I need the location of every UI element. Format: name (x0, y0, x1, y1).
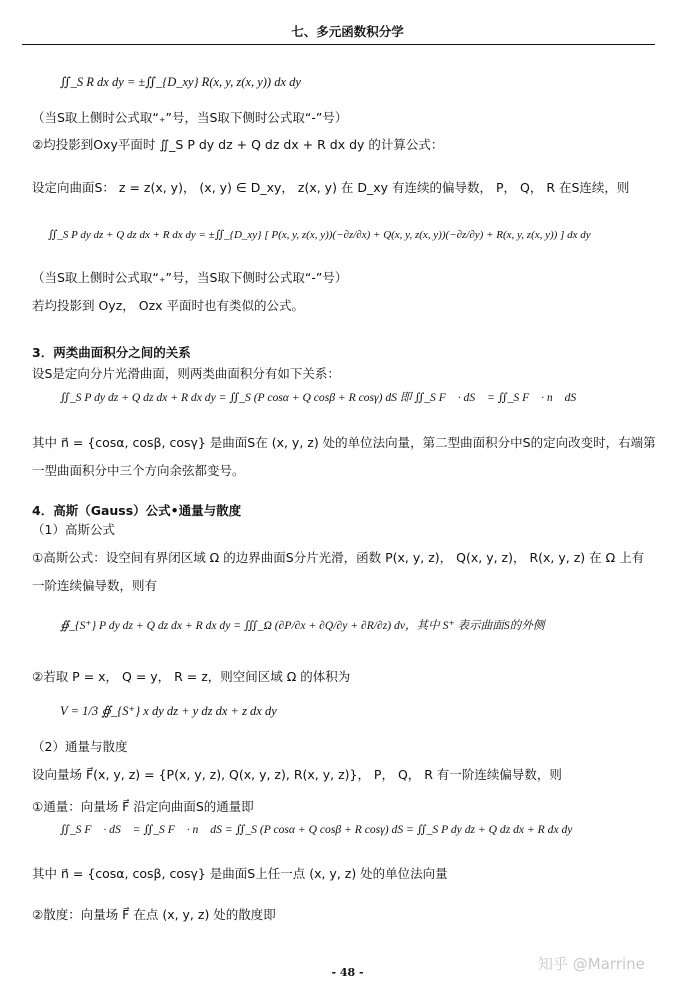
eq-gauss: ∯_{S⁺} P dy dz + Q dz dx + R dx dy = ∭_Ω (∂P/∂x + ∂Q/∂y + ∂R/∂z) dv，其中 S⁺ 表示曲面S的外侧 (60, 619, 545, 632)
page-number: - 48 - (331, 966, 364, 979)
gauss-subheading: （1）高斯公式 (32, 522, 115, 537)
eq-projection-rdxdy: ∬_S R dx dy = ±∬_{D_xy} R(x, y, z(x, y)) dx dy (60, 75, 301, 89)
eq-oxy-formula: ∬_S P dy dz + Q dz dx + R dx dy = ±∬_{D_xy} [ P(x, y, z(x, y))(−∂z/∂x) + Q(x, y, z(x, y))(−∂z/∂y) + R(x, y, z(x, y)) ] dx dy (48, 229, 591, 241)
eq-volume: V = 1/3 ∯_{S⁺} x dy dz + y dz dx + z dx dy (60, 704, 277, 718)
unit-normal-note: 其中 n⃗ = {cosα, cosβ, cosγ} 是曲面S上任一点 (x, y, z) 处的单位法向量 (32, 866, 448, 881)
similar-formulas-note: 若均投影到 Oyz， Ozx 平面时也有类似的公式。 (32, 298, 305, 313)
surface-setup-text: 设定向曲面S： z = z(x, y)， (x, y) ∈ D_xy， z(x, y) 在 D_xy 有连续的偏导数， P， Q， R 在S连续，则 (32, 180, 630, 195)
projection-oxy-intro: ②均投影到Oxy平面时 ∬_S P dy dz + Q dz dx + R dx dy 的计算公式： (32, 137, 444, 152)
sign-note-2: （当S取上侧时公式取“₊”号，当S取下侧时公式取“-”号） (32, 270, 348, 285)
volume-condition: ②若取 P = x， Q = y， R = z，则空间区域 Ω 的体积为 (32, 669, 351, 684)
sign-note-1: （当S取上侧时公式取“₊”号，当S取下侧时公式取“-”号） (32, 110, 348, 125)
page-header: 七、多元函数积分学 (291, 24, 404, 39)
flux-definition: ①通量：向量场 F⃗ 沿定向曲面S的通量即 (32, 799, 254, 814)
vector-field-setup: 设向量场 F⃗(x, y, z) = {P(x, y, z), Q(x, y, z), R(x, y, z)}， P， Q， R 有一阶连续偏导数，则 (32, 767, 562, 782)
flux-divergence-subheading: （2）通量与散度 (32, 739, 128, 754)
relation-intro: 设S是定向分片光滑曲面，则两类曲面积分有如下关系： (32, 366, 340, 381)
normal-vector-note: 其中 n⃗ = {cosα, cosβ, cosγ} 是曲面S在 (x, y, z) 处的单位法向量，第二型曲面积分中S的定向改变时，右端第 (32, 435, 656, 450)
eq-flux: ∬_S F⃗ · dS⃗ = ∬_S F⃗ · n⃗ dS = ∬_S (P cosα + Q cosβ + R cosγ) dS = ∬_S P dy dz + Q dz dx + R dx dy (60, 823, 573, 836)
sign-change-note: 一型曲面积分中三个方向余弦都变号。 (32, 463, 245, 478)
eq-relation: ∬_S P dy dz + Q dz dx + R dx dy = ∬_S (P cosα + Q cosβ + R cosγ) dS 即 ∬_S F⃗ · dS⃗ = ∬_S F⃗ · n⃗ dS (60, 391, 577, 404)
section-3-heading: 3．两类曲面积分之间的关系 (32, 345, 191, 360)
divergence-definition: ②散度：向量场 F⃗ 在点 (x, y, z) 处的散度即 (32, 907, 276, 922)
gauss-statement-cont: 一阶连续偏导数，则有 (32, 578, 158, 593)
watermark: 知乎 @Marrine (538, 955, 645, 973)
gauss-statement: ①高斯公式：设空间有界闭区域 Ω 的边界曲面S分片光滑，函数 P(x, y, z)， Q(x, y, z)， R(x, y, z) 在 Ω 上有 (32, 550, 645, 565)
section-4-heading: 4．高斯（Gauss）公式•通量与散度 (32, 503, 242, 518)
header-rule (22, 44, 655, 45)
